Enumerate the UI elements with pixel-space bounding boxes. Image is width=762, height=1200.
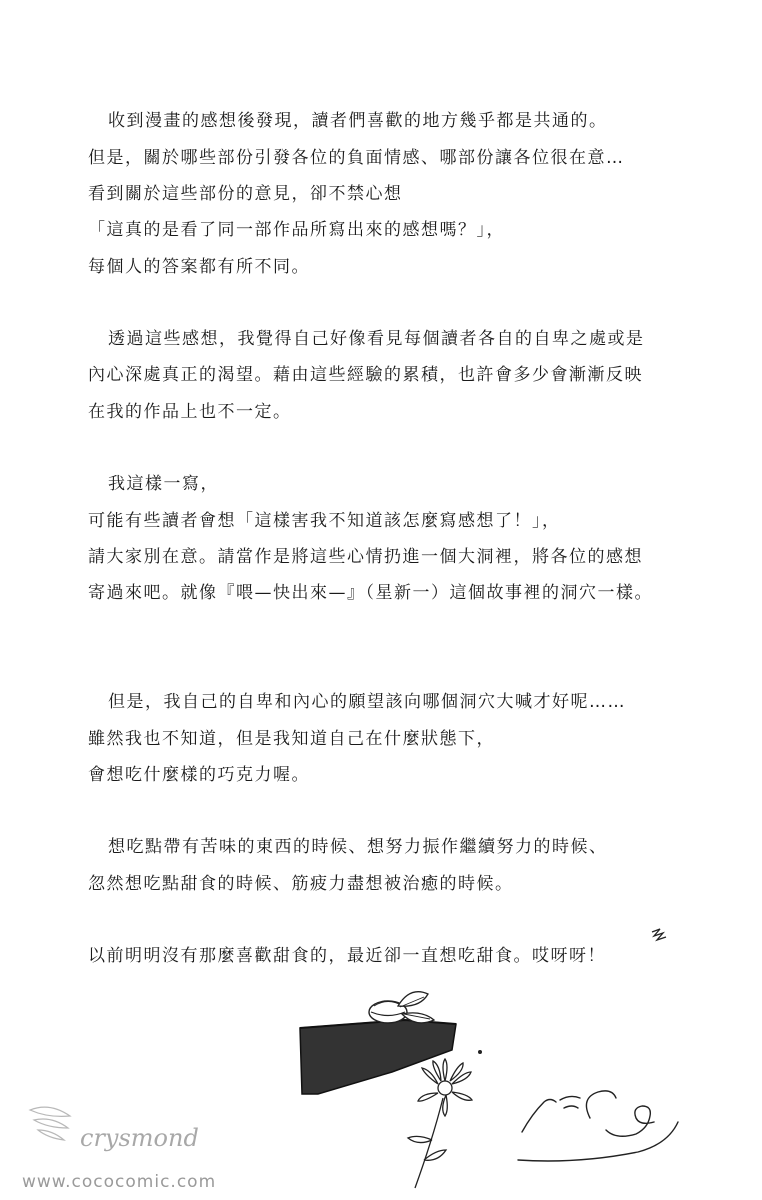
squiggle-icon — [652, 929, 666, 940]
text-line: 但是，我自己的自卑和內心的願望該向哪個洞穴大喊才好呢…… — [108, 692, 626, 712]
text-line: 內心深處真正的渴望。藉由這些經驗的累積，也許會多少會漸漸反映 — [88, 365, 643, 385]
text-line: 我這樣一寫， — [108, 474, 219, 494]
text-line: 忽然想吃點甜食的時候、筋疲力盡想被治癒的時候。 — [88, 874, 514, 894]
watermark-logo-text: crysmond — [80, 1124, 199, 1152]
text-line: 以前明明沒有那麼喜歡甜食的，最近卻一直想吃甜食。哎呀呀！ — [88, 946, 606, 966]
dot-mark — [478, 1050, 482, 1054]
watermark-url: www.cococomic.com — [22, 1172, 217, 1192]
text-line: 請大家別在意。請當作是將這些心情扔進一個大洞裡，將各位的感想 — [88, 547, 643, 567]
text-line: 看到關於這些部份的意見，卻不禁心想 — [88, 184, 403, 204]
flower-icon — [408, 1059, 472, 1188]
text-line: 「這真的是看了同一部作品所寫出來的感想嗎？」， — [88, 220, 505, 240]
text-line: 但是，關於哪些部份引發各位的負面情感、哪部份讓各位很在意… — [88, 148, 625, 168]
text-line: 寄過來吧。就像『喂—快出來—』（星新一）這個故事裡的洞穴一樣。 — [88, 583, 653, 603]
text-line: 想吃點帶有苦味的東西的時候、想努力振作繼續努力的時候、 — [108, 837, 608, 857]
watermark-logo — [10, 1100, 200, 1170]
text-line: 可能有些讀者會想「這樣害我不知道該怎麼寫感想了！」， — [88, 511, 561, 531]
text-line: 會想吃什麼樣的巧克力喔。 — [88, 765, 310, 785]
text-line: 每個人的答案都有所不同。 — [88, 257, 310, 277]
chocolate-cake-icon — [300, 992, 456, 1094]
text-line: 收到漫畫的感想後發現，讀者們喜歡的地方幾乎都是共通的。 — [108, 111, 608, 131]
text-line: 雖然我也不知道，但是我知道自己在什麼狀態下， — [88, 729, 495, 749]
signature — [518, 1091, 678, 1161]
text-line: 在我的作品上也不一定。 — [88, 402, 292, 422]
text-line: 透過這些感想，我覺得自己好像看見每個讀者各自的自卑之處或是 — [108, 329, 645, 349]
